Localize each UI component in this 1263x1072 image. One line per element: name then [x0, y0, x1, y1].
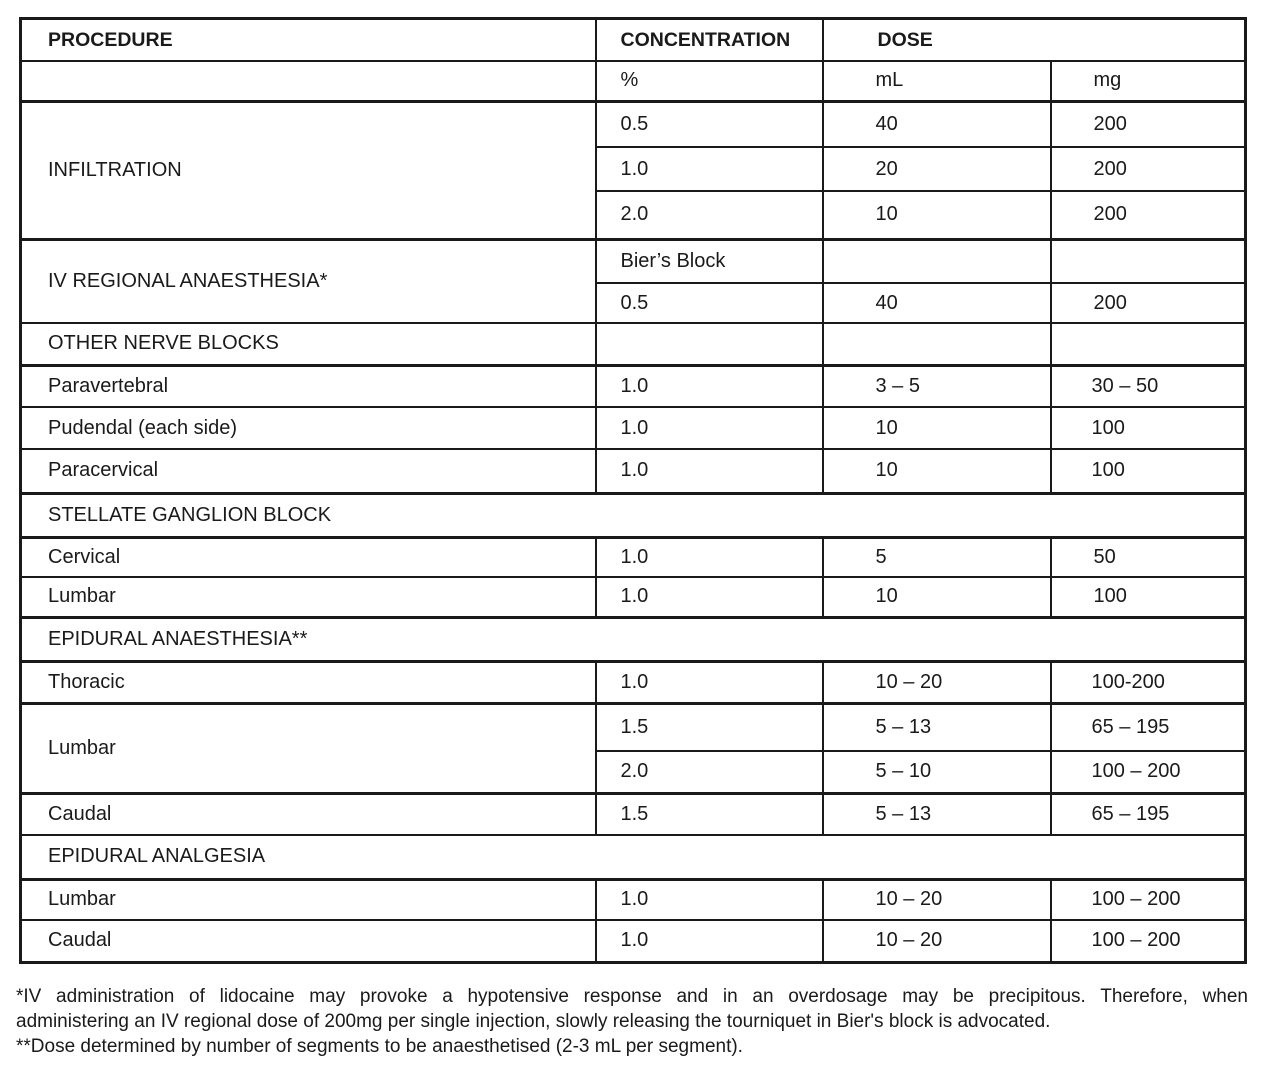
bier-block-label: Bier’s Block: [596, 239, 823, 283]
dose-mg-cell: 100 – 200: [1051, 920, 1246, 962]
empty-cell: [1051, 323, 1246, 365]
empty-cell: [823, 239, 1051, 283]
procedure-name: Lumbar: [21, 879, 596, 920]
table-row: [21, 365, 1246, 407]
header-concentration: CONCENTRATION: [596, 19, 823, 62]
dose-mg-cell: 200: [1051, 101, 1246, 147]
conc-cell: 1.0: [596, 879, 823, 920]
dose-mg-cell: 65 – 195: [1051, 703, 1246, 751]
table-row: [21, 920, 1246, 962]
table-row: [21, 239, 1246, 283]
dose-mg-cell: 30 – 50: [1051, 365, 1246, 407]
footnote-iv-line1: *IV administration of lidocaine may provoke a hypotensive response and in an overdosage may be precipitous. Therefore, when: [16, 986, 1248, 1007]
unit-percent: %: [596, 61, 823, 101]
empty-cell: [823, 323, 1051, 365]
table-row: [21, 407, 1246, 449]
dose-mg-cell: 100-200: [1051, 661, 1246, 703]
dose-mg-cell: 50: [1051, 537, 1246, 577]
dose-mg-cell: 65 – 195: [1051, 793, 1246, 835]
procedure-iv-regional: IV REGIONAL ANAESTHESIA*: [21, 239, 596, 323]
units-row: [21, 61, 1246, 101]
unit-mg: mg: [1051, 61, 1246, 101]
header-dose: DOSE: [823, 19, 1246, 62]
dose-ml-cell: 10: [823, 577, 1051, 617]
section-row: [21, 323, 1246, 365]
dose-ml-cell: 5 – 13: [823, 703, 1051, 751]
header-procedure: PROCEDURE: [21, 19, 596, 62]
section-epidural-anaesthesia: EPIDURAL ANAESTHESIA**: [21, 617, 1246, 661]
procedure-name: Lumbar: [21, 577, 596, 617]
dose-ml-cell: 10: [823, 191, 1051, 239]
table-row: [21, 101, 1246, 147]
dose-ml-cell: 5: [823, 537, 1051, 577]
dose-mg-cell: 200: [1051, 147, 1246, 191]
dose-ml-cell: 10 – 20: [823, 920, 1051, 962]
empty-cell: [1051, 239, 1246, 283]
dose-ml-cell: 40: [823, 101, 1051, 147]
footnotes: [16, 984, 1248, 1059]
dose-mg-cell: 100 – 200: [1051, 879, 1246, 920]
conc-cell: 1.5: [596, 793, 823, 835]
table-row: [21, 661, 1246, 703]
conc-cell: 0.5: [596, 101, 823, 147]
empty-cell: [596, 323, 823, 365]
dose-mg-cell: 200: [1051, 283, 1246, 323]
unit-ml: mL: [823, 61, 1051, 101]
conc-cell: 2.0: [596, 191, 823, 239]
procedure-name: Pudendal (each side): [21, 407, 596, 449]
dose-ml-cell: 10 – 20: [823, 879, 1051, 920]
procedure-name: Paravertebral: [21, 365, 596, 407]
dose-ml-cell: 10: [823, 449, 1051, 493]
conc-cell: 1.0: [596, 661, 823, 703]
dose-mg-cell: 100: [1051, 449, 1246, 493]
units-blank: [21, 61, 596, 101]
section-row: [21, 493, 1246, 537]
conc-cell: 1.5: [596, 703, 823, 751]
footnote-epidural: **Dose determined by number of segments to be anaesthetised (2-3 mL per segment).: [16, 1036, 743, 1057]
procedure-name: Cervical: [21, 537, 596, 577]
procedure-name: Thoracic: [21, 661, 596, 703]
conc-cell: 1.0: [596, 449, 823, 493]
dose-ml-cell: 5 – 13: [823, 793, 1051, 835]
dose-mg-cell: 100: [1051, 577, 1246, 617]
footnote-iv-line2: administering an IV regional dose of 200mg per single injection, slowly releasing the tourniquet in Bier's block is advocated.: [16, 1011, 1051, 1032]
dose-mg-cell: 100 – 200: [1051, 751, 1246, 793]
dosage-table: [19, 17, 1247, 964]
dose-mg-cell: 100: [1051, 407, 1246, 449]
procedure-infiltration: INFILTRATION: [21, 101, 596, 239]
table-row: [21, 703, 1246, 751]
section-other-nerve-blocks: OTHER NERVE BLOCKS: [21, 323, 596, 365]
conc-cell: 1.0: [596, 147, 823, 191]
dose-ml-cell: 20: [823, 147, 1051, 191]
dose-mg-cell: 200: [1051, 191, 1246, 239]
section-row: [21, 617, 1246, 661]
dose-ml-cell: 40: [823, 283, 1051, 323]
table-row: [21, 449, 1246, 493]
table-row: [21, 537, 1246, 577]
dose-ml-cell: 10 – 20: [823, 661, 1051, 703]
procedure-name: Lumbar: [21, 703, 596, 793]
section-epidural-analgesia: EPIDURAL ANALGESIA: [21, 835, 1246, 879]
section-stellate-ganglion: STELLATE GANGLION BLOCK: [21, 493, 1246, 537]
header-row: [21, 19, 1246, 62]
conc-cell: 1.0: [596, 407, 823, 449]
section-row: [21, 835, 1246, 879]
dose-ml-cell: 3 – 5: [823, 365, 1051, 407]
conc-cell: 1.0: [596, 537, 823, 577]
conc-cell: 0.5: [596, 283, 823, 323]
table-row: [21, 793, 1246, 835]
procedure-name: Caudal: [21, 793, 596, 835]
dose-ml-cell: 5 – 10: [823, 751, 1051, 793]
conc-cell: 1.0: [596, 920, 823, 962]
conc-cell: 1.0: [596, 577, 823, 617]
table-row: [21, 577, 1246, 617]
conc-cell: 1.0: [596, 365, 823, 407]
dose-ml-cell: 10: [823, 407, 1051, 449]
procedure-name: Paracervical: [21, 449, 596, 493]
conc-cell: 2.0: [596, 751, 823, 793]
procedure-name: Caudal: [21, 920, 596, 962]
table-row: [21, 879, 1246, 920]
